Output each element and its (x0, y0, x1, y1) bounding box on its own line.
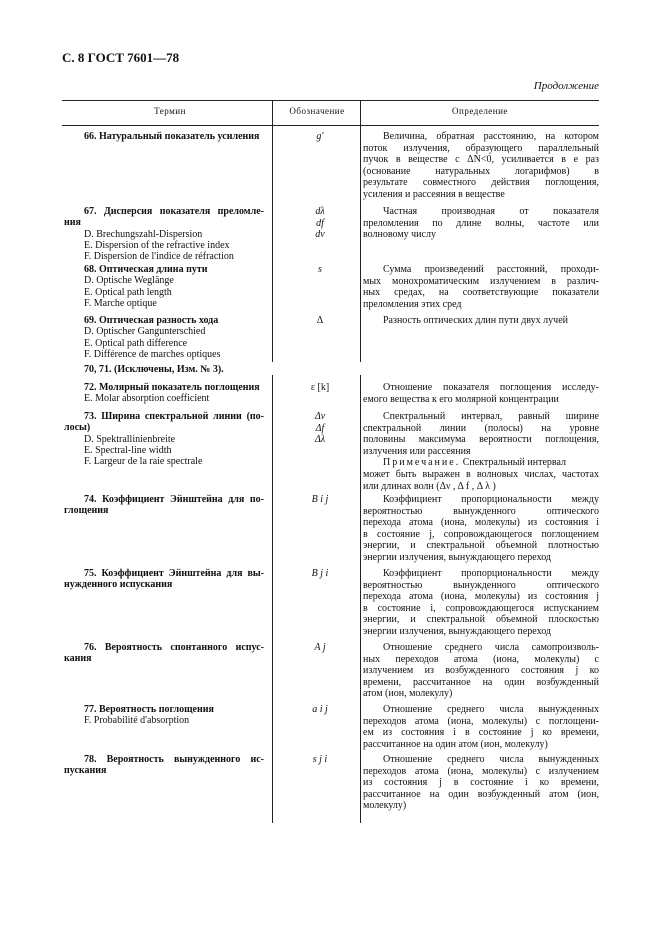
definition-line: Отношение среднего числа вынужденных (383, 704, 599, 715)
definition-line: перехода атома (иона, молекулы) из состояния i (363, 517, 599, 529)
definition-line: энергии, и спектральной объемной плотностью (363, 540, 599, 552)
definition-line: излучением из возбужденного состояния j ко (363, 665, 599, 677)
symbol: Δν (314, 411, 326, 422)
entry-72-term (64, 382, 264, 405)
entry-67-symbol (290, 206, 350, 241)
column-divider-2b (360, 375, 361, 823)
column-divider-1b (272, 375, 273, 823)
entry-68-symbol (290, 264, 350, 276)
entry-68-term (64, 264, 264, 309)
term-title: 74. Коэффициент Эйнштейна для по- (84, 494, 264, 505)
definition-line: перехода атома (иона, молекулы) из состояния j (363, 591, 599, 603)
entry-75-term (64, 568, 264, 591)
entry-75-symbol (290, 568, 350, 580)
term-title: 69. Оптическая разность хода (84, 315, 219, 326)
definition-line: ем из состояния i в состояние j ко времени, (363, 727, 599, 739)
symbol: B j i (311, 568, 329, 579)
symbol: Δf (315, 422, 325, 434)
term-french: F. Différence de marches optiques (84, 348, 221, 360)
entry-77-definition (363, 704, 599, 750)
continued-label: Продолжение (533, 80, 599, 92)
definition-line: Отношение среднего числа самопроизволь- (383, 642, 599, 653)
term-english: E. Molar absorption coefficient (84, 393, 210, 405)
definition-line: энергии излучения, вынуждающего переход (363, 551, 552, 563)
term-english: E. Spectral-line width (84, 444, 172, 456)
term-english: E. Optical path difference (84, 337, 188, 349)
entry-76-definition (363, 642, 599, 700)
entry-78-definition (363, 754, 599, 812)
term-title: 67. Дисперсия показателя преломле- (84, 206, 264, 217)
entry-77-symbol (290, 704, 350, 716)
definition-line: поток излучения, образующего параллельный (363, 142, 599, 154)
entry-69-symbol (290, 315, 350, 327)
definition-line: ных переходов атома (иона, молекулы) с (363, 653, 599, 665)
term-french: F. Dispersion de l'indice de réfraction (84, 251, 234, 263)
definition-line: преломления по длине волны, частоте или (363, 217, 599, 229)
table-header-rule (62, 125, 599, 126)
entry-66-term (64, 131, 264, 142)
note-text: Спектральный интервал (460, 457, 566, 469)
definition-line: рассчитанное на один атом (ион, молекулу) (363, 738, 548, 750)
term-german: D. Optischer Gangunterschied (84, 326, 206, 338)
definition-line: Сумма произведений расстояний, проходи- (383, 264, 599, 275)
symbol: Δ (316, 315, 324, 326)
definition-line: Коэффициент пропорциональности между (383, 568, 599, 579)
column-divider-1 (272, 100, 273, 362)
entry-76-term (64, 642, 264, 665)
entry-66-symbol (290, 131, 350, 143)
term-german: D. Spektrallinienbreite (84, 433, 176, 445)
definition-line: емого вещества к его молярной концентрации (363, 393, 559, 405)
column-divider-2 (360, 100, 361, 362)
definition-line: волновому числу (363, 229, 436, 241)
term-title: 70, 71. (Исключены, Изм. № 3). (84, 364, 224, 375)
term-title: 73. Ширина спектральной линии (по- (84, 411, 264, 422)
symbol: dλ (315, 206, 325, 217)
term-title-cont: ния (64, 217, 81, 229)
term-title-cont: пускания (64, 765, 107, 777)
entry-76-symbol (290, 642, 350, 654)
definition-line: ных средах, на соответствующие показатели (363, 287, 599, 299)
term-title: 68. Оптическая длина пути (84, 264, 208, 275)
definition-line: в состояние j, сопровождающегося поглощением (363, 528, 599, 540)
definition-line: половины максимума вероятности поглощения, (363, 434, 599, 446)
term-title-cont: лосы) (64, 422, 91, 434)
entry-74-symbol (290, 494, 350, 506)
definition-line: времени, рассчитанное на один возбужденный (363, 676, 599, 688)
definition-line: в состояние i, сопровождающегося испусканием (363, 602, 599, 614)
definition-line: Отношение показателя поглощения исследу- (383, 382, 599, 393)
entry-75-definition (363, 568, 599, 638)
symbol: s (318, 264, 322, 275)
term-title: 72. Молярный показатель поглощения (84, 382, 260, 393)
definition-line: переходов атома (иона, молекулы) с излучением (363, 765, 599, 777)
definition-line: преломления этих сред (363, 298, 462, 310)
definition-line: энергии излучения, вынуждающего переход (363, 625, 552, 637)
definition-line: переходов атома (иона, молекулы) с поглощени- (363, 715, 599, 727)
entry-78-term (64, 754, 264, 777)
definition-line: результате совместного действия поглощения, (363, 177, 599, 189)
definition-line: Величина, обратная расстоянию, на котором (383, 131, 599, 142)
symbol: A j (314, 642, 326, 653)
symbol: a i j (312, 704, 328, 715)
definition-line: Коэффициент пропорциональности между (383, 494, 599, 505)
column-header-term: Термин (154, 106, 186, 116)
term-german: D. Optische Weglänge (84, 275, 174, 287)
note-line (363, 457, 599, 469)
entry-70-71-term (64, 364, 324, 375)
term-title-cont: нужденного испускания (64, 579, 173, 591)
term-french: F. Largeur de la raie spectrale (84, 456, 203, 468)
entry-67-definition (363, 206, 599, 241)
definition-line: энергии, и спектральной объемной плоскостью (363, 614, 599, 626)
note-text: может быть выражен в волновых числах, частотах (363, 468, 599, 480)
term-title: 77. Вероятность поглощения (84, 704, 214, 715)
symbol: dν (315, 229, 325, 240)
definition-line: Спектральный интервал, равный ширине (383, 411, 599, 422)
term-german: D. Brechungszahl-Dispersion (84, 228, 203, 240)
entry-72-definition (363, 382, 599, 405)
entry-66-definition (363, 131, 599, 201)
column-header-definition: Определение (452, 106, 508, 116)
entry-73-definition (363, 411, 599, 492)
definition-line: атом (ион, молекулу) (363, 688, 453, 700)
term-title-cont: глощения (64, 505, 109, 517)
symbol: g′ (316, 131, 324, 142)
page-header: С. 8 ГОСТ 7601—78 (62, 50, 180, 65)
entry-73-symbol (290, 411, 350, 446)
definition-line: Разность оптических длин пути двух лучей (383, 315, 568, 326)
term-title-cont: кания (64, 653, 92, 665)
entry-69-term (64, 315, 264, 360)
term-english: E. Dispersion of the refractive index (84, 239, 230, 251)
entry-73-term (64, 411, 264, 467)
symbol: ε [k] (310, 382, 330, 393)
term-title: 75. Коэффициент Эйнштейна для вы- (84, 568, 264, 579)
term-french: F. Probabilité d'absorption (84, 715, 190, 727)
term-french: F. Marche optique (84, 297, 157, 309)
symbol: s j i (312, 754, 328, 765)
definition-line: мых монохроматическим излучением в различ- (363, 275, 599, 287)
symbol: Δλ (314, 434, 326, 445)
definition-line: усиления и рассеяния в веществе (363, 188, 505, 200)
term-title: 66. Натуральный показатель усиления (84, 131, 260, 142)
definition-line: Отношение среднего числа вынужденных (383, 754, 599, 765)
entry-77-term (64, 704, 264, 727)
definition-line: пучок в веществе с ΔN<0, усиливается в e раз (363, 154, 599, 166)
entry-68-definition (363, 264, 599, 310)
symbol: df (316, 217, 324, 229)
entry-72-symbol (290, 382, 350, 394)
note-label: Примечание. (383, 457, 461, 469)
definition-line: Частная производная от показателя (383, 206, 599, 217)
definition-line: из состояния j в состояние i ко времени, (363, 777, 599, 789)
definition-line: вероятностью вынужденного оптического (363, 579, 599, 591)
definition-line: спектральной линии (полосы) на уровне (363, 422, 599, 434)
definition-line: рассчитанное на один возбужденный атом (ион, (363, 788, 599, 800)
entry-78-symbol (290, 754, 350, 766)
entry-67-term (64, 206, 264, 262)
table-top-rule (62, 100, 599, 101)
column-header-symbol: Обозначение (289, 106, 345, 116)
symbol: B i j (311, 494, 329, 505)
entry-74-definition (363, 494, 599, 564)
term-title: 76. Вероятность спонтанного испус- (84, 642, 264, 653)
definition-line: вероятностью вынужденного оптического (363, 505, 599, 517)
definition-line: излучения или рассеяния (363, 445, 471, 457)
entry-74-term (64, 494, 264, 517)
definition-line: (основание натуральных логарифмов) в (363, 165, 599, 177)
term-english: E. Optical path length (84, 286, 172, 298)
term-title: 78. Вероятность вынужденного ис- (84, 754, 264, 765)
entry-69-definition (363, 315, 599, 327)
note-text: или длинах волн (Δν , Δ f , Δ λ ) (363, 480, 496, 492)
definition-line: молекулу) (363, 800, 407, 812)
